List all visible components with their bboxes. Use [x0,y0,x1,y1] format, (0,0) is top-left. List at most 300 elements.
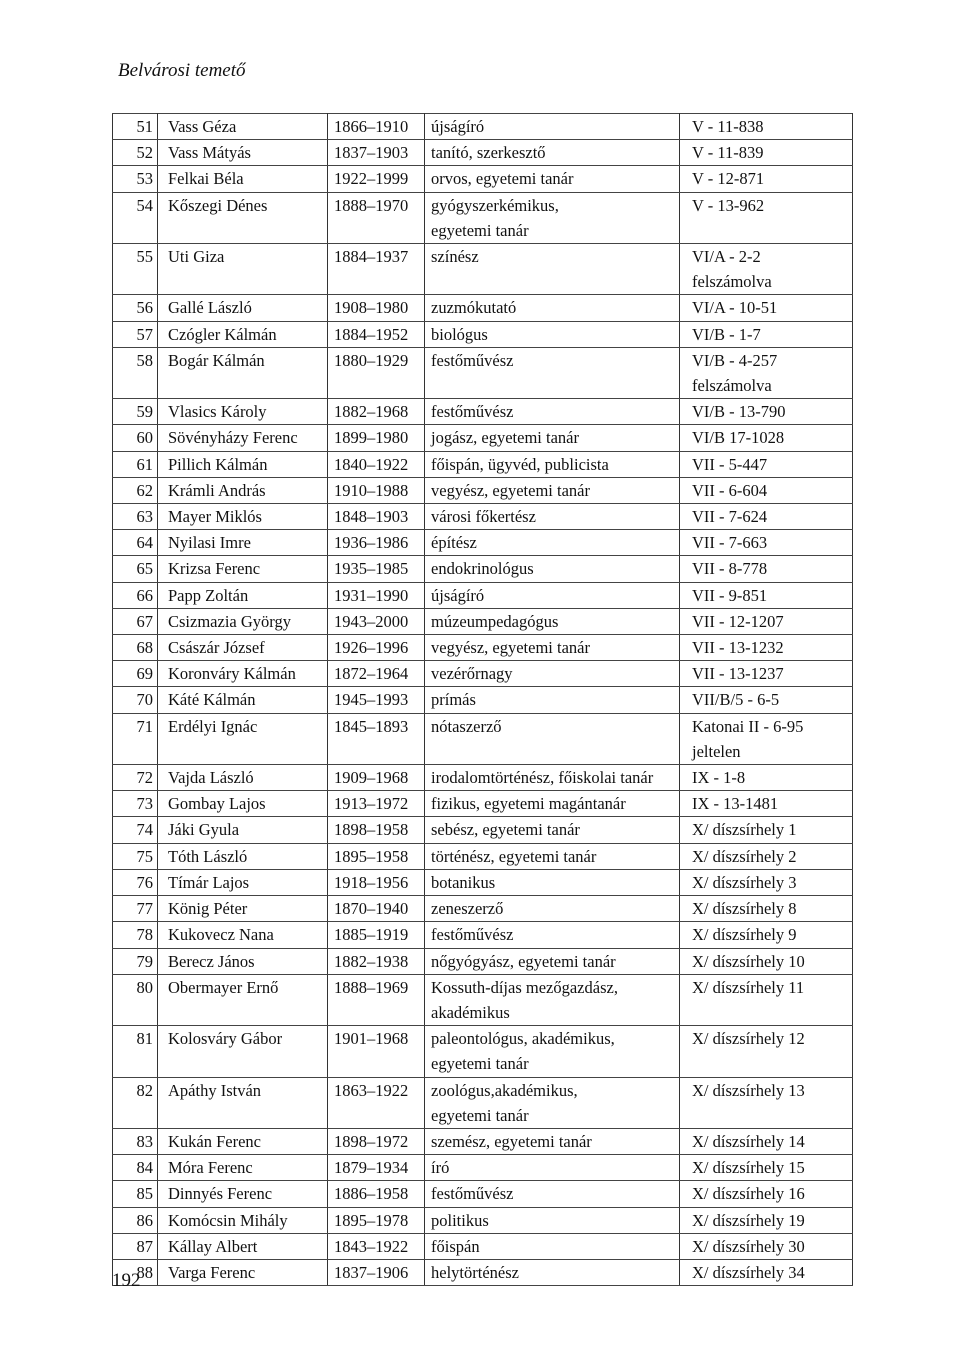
table-row [113,869,853,895]
grave-location [680,166,853,192]
person-name: Czógler Kálmán [158,321,328,347]
occupation [425,661,680,687]
occupation [425,321,680,347]
grave-location-line: X/ díszsírhely 3 [692,872,797,892]
grave-location-line: V - 12-871 [692,169,765,189]
person-name: Uti Giza [158,244,328,295]
row-number: 77 [113,896,158,922]
table-row [113,817,853,843]
occupation [425,1128,680,1154]
table-row [113,713,853,764]
grave-location [680,556,853,582]
life-years: 1908–1980 [328,295,425,321]
table-row [113,661,853,687]
occupation-line: építész [431,533,477,553]
grave-location-line: X/ díszsírhely 8 [692,899,797,919]
table-row [113,451,853,477]
occupation-line: tanító, szerkesztő [431,143,546,163]
person-name: Vlasics Károly [158,399,328,425]
table-row [113,1155,853,1181]
occupation-line: vegyész, egyetemi tanár [431,638,590,658]
grave-location [680,922,853,948]
occupation-line: zoológus,akadémikus, [431,1080,578,1100]
grave-location-line: X/ díszsírhely 15 [692,1158,805,1178]
occupation-line: orvos, egyetemi tanár [431,169,574,189]
life-years: 1898–1972 [328,1128,425,1154]
grave-location [680,791,853,817]
life-years: 1870–1940 [328,896,425,922]
grave-location-line: X/ díszsírhely 11 [692,977,805,997]
row-number: 88 [113,1259,158,1285]
person-name: Gallé László [158,295,328,321]
grave-location [680,451,853,477]
occupation [425,1259,680,1285]
grave-location-line: VI/B - 13-790 [692,402,786,422]
life-years: 1945–1993 [328,687,425,713]
occupation-line: irodalomtörténész, főiskolai tanár [431,768,654,788]
life-years: 1895–1978 [328,1207,425,1233]
grave-location [680,1128,853,1154]
burial-table-body [113,114,853,1286]
occupation [425,948,680,974]
table-row [113,974,853,1025]
occupation [425,114,680,140]
occupation-line: festőművész [431,402,514,422]
row-number: 66 [113,582,158,608]
table-row [113,295,853,321]
grave-location-line: VI/B 17-1028 [692,428,785,448]
occupation-line: egyetemi tanár [431,1105,529,1125]
grave-location [680,1181,853,1207]
person-name: Káté Kálmán [158,687,328,713]
row-number: 52 [113,140,158,166]
grave-location [680,504,853,530]
row-number: 85 [113,1181,158,1207]
life-years: 1848–1903 [328,504,425,530]
grave-location [680,244,853,295]
occupation-line: zeneszerző [431,899,504,919]
occupation [425,635,680,661]
table-row [113,192,853,243]
occupation [425,869,680,895]
person-name: Gombay Lajos [158,791,328,817]
person-name: Obermayer Ernő [158,974,328,1025]
row-number: 56 [113,295,158,321]
occupation [425,1233,680,1259]
burial-table [112,113,853,1286]
person-name: Vass Mátyás [158,140,328,166]
grave-location-line: X/ díszsírhely 1 [692,820,797,840]
table-row [113,1181,853,1207]
occupation [425,765,680,791]
person-name: Nyilasi Imre [158,530,328,556]
life-years: 1843–1922 [328,1233,425,1259]
person-name: Felkai Béla [158,166,328,192]
occupation [425,582,680,608]
life-years: 1866–1910 [328,114,425,140]
occupation-line: festőművész [431,1184,514,1204]
person-name: Komócsin Mihály [158,1207,328,1233]
grave-location [680,687,853,713]
occupation-line: egyetemi tanár [431,220,529,240]
table-row [113,347,853,398]
person-name: Krizsa Ferenc [158,556,328,582]
occupation [425,1026,680,1077]
life-years: 1926–1996 [328,635,425,661]
grave-location-line: VII - 6-604 [692,480,768,500]
grave-location-line: VI/A - 2-2 [692,247,761,267]
grave-location-line: X/ díszsírhely 10 [692,951,805,971]
occupation [425,1207,680,1233]
occupation [425,922,680,948]
occupation [425,817,680,843]
occupation [425,687,680,713]
occupation [425,192,680,243]
row-number: 70 [113,687,158,713]
occupation-line: vezérőrnagy [431,664,513,684]
grave-location [680,1207,853,1233]
grave-location-line: X/ díszsírhely 34 [692,1262,805,1282]
life-years: 1885–1919 [328,922,425,948]
row-number: 57 [113,321,158,347]
occupation-line: zuzmókutató [431,298,517,318]
person-name: Kukovecz Nana [158,922,328,948]
grave-location [680,1155,853,1181]
table-row [113,635,853,661]
life-years: 1899–1980 [328,425,425,451]
table-row [113,843,853,869]
table-row [113,582,853,608]
grave-location [680,321,853,347]
row-number: 83 [113,1128,158,1154]
person-name: Vass Géza [158,114,328,140]
table-row [113,1128,853,1154]
occupation-line: jogász, egyetemi tanár [431,428,579,448]
grave-location-line: Katonai II - 6-95 [692,716,804,736]
grave-location [680,817,853,843]
occupation-line: gyógyszerkémikus, [431,195,559,215]
row-number: 55 [113,244,158,295]
grave-location-line: VI/B - 1-7 [692,324,761,344]
grave-location-line: VII - 13-1232 [692,638,784,658]
occupation-line: történész, egyetemi tanár [431,846,597,866]
table-row [113,948,853,974]
grave-location [680,1026,853,1077]
life-years: 1888–1970 [328,192,425,243]
row-number: 68 [113,635,158,661]
grave-location-line: VII/B/5 - 6-5 [692,690,780,710]
grave-location [680,896,853,922]
row-number: 54 [113,192,158,243]
person-name: Tóth László [158,843,328,869]
row-number: 69 [113,661,158,687]
grave-location-line: VII - 9-851 [692,585,768,605]
table-row [113,399,853,425]
person-name: Bogár Kálmán [158,347,328,398]
grave-location-line: VII - 13-1237 [692,664,784,684]
grave-location-line: V - 11-839 [692,143,764,163]
life-years: 1913–1972 [328,791,425,817]
occupation-line: főispán [431,1236,480,1256]
person-name: Mayer Miklós [158,504,328,530]
life-years: 1872–1964 [328,661,425,687]
grave-location-line: felszámolva [692,376,772,396]
table-row [113,321,853,347]
occupation [425,843,680,869]
grave-location-line: IX - 1-8 [692,768,746,788]
person-name: Kállay Albert [158,1233,328,1259]
occupation-line: egyetemi tanár [431,1054,529,1074]
grave-location [680,1077,853,1128]
occupation-line: prímás [431,690,476,710]
table-row [113,1259,853,1285]
grave-location [680,295,853,321]
grave-location-line: X/ díszsírhely 19 [692,1210,805,1230]
person-name: Pillich Kálmán [158,451,328,477]
grave-location [680,114,853,140]
occupation-line: főispán, ügyvéd, publicista [431,454,609,474]
life-years: 1840–1922 [328,451,425,477]
row-number: 73 [113,791,158,817]
row-number: 67 [113,608,158,634]
occupation-line: endokrinológus [431,559,534,579]
table-row [113,1233,853,1259]
grave-location-line: X/ díszsírhely 9 [692,925,797,945]
row-number: 64 [113,530,158,556]
occupation [425,1155,680,1181]
page-number: 192 [112,1270,141,1291]
table-row [113,114,853,140]
occupation [425,295,680,321]
occupation-line: paleontológus, akadémikus, [431,1029,615,1049]
row-number: 79 [113,948,158,974]
occupation [425,244,680,295]
table-row [113,922,853,948]
life-years: 1879–1934 [328,1155,425,1181]
occupation-line: biológus [431,324,488,344]
grave-location [680,425,853,451]
occupation-line: nőgyógyász, egyetemi tanár [431,951,616,971]
life-years: 1888–1969 [328,974,425,1025]
grave-location-line: jeltelen [692,741,741,761]
occupation [425,556,680,582]
table-row [113,896,853,922]
person-name: König Péter [158,896,328,922]
row-number: 86 [113,1207,158,1233]
grave-location [680,974,853,1025]
row-number: 87 [113,1233,158,1259]
person-name: Tímár Lajos [158,869,328,895]
grave-location-line: X/ díszsírhely 30 [692,1236,805,1256]
life-years: 1880–1929 [328,347,425,398]
person-name: Papp Zoltán [158,582,328,608]
occupation-line: újságíró [431,117,485,136]
grave-location [680,608,853,634]
row-number: 62 [113,477,158,503]
grave-location-line: V - 13-962 [692,195,765,215]
grave-location [680,869,853,895]
row-number: 84 [113,1155,158,1181]
life-years: 1943–2000 [328,608,425,634]
life-years: 1882–1938 [328,948,425,974]
occupation [425,451,680,477]
occupation [425,166,680,192]
table-row [113,140,853,166]
life-years: 1909–1968 [328,765,425,791]
person-name: Kukán Ferenc [158,1128,328,1154]
table-row [113,244,853,295]
grave-location-line: VII - 12-1207 [692,611,784,631]
life-years: 1935–1985 [328,556,425,582]
grave-location-line: VII - 5-447 [692,454,768,474]
occupation [425,477,680,503]
occupation [425,713,680,764]
row-number: 60 [113,425,158,451]
grave-location-line: X/ díszsírhely 2 [692,846,797,866]
grave-location [680,140,853,166]
occupation-line: fizikus, egyetemi magántanár [431,794,626,814]
grave-location [680,765,853,791]
row-number: 71 [113,713,158,764]
grave-location [680,948,853,974]
grave-location-line: X/ díszsírhely 16 [692,1184,805,1204]
grave-location-line: IX - 13-1481 [692,794,779,814]
grave-location [680,1233,853,1259]
grave-location-line: VI/B - 4-257 [692,350,778,370]
grave-location [680,1259,853,1285]
table-row [113,765,853,791]
table-row [113,556,853,582]
row-number: 59 [113,399,158,425]
grave-location [680,635,853,661]
occupation [425,974,680,1025]
life-years: 1886–1958 [328,1181,425,1207]
occupation-line: városi főkertész [431,507,536,527]
occupation-line: író [431,1158,450,1178]
table-row [113,477,853,503]
life-years: 1882–1968 [328,399,425,425]
occupation [425,425,680,451]
life-years: 1845–1893 [328,713,425,764]
occupation [425,347,680,398]
table-row [113,1026,853,1077]
grave-location [680,399,853,425]
person-name: Jáki Gyula [158,817,328,843]
life-years: 1837–1906 [328,1259,425,1285]
life-years: 1884–1952 [328,321,425,347]
person-name: Vajda László [158,765,328,791]
life-years: 1918–1956 [328,869,425,895]
table-row [113,608,853,634]
life-years: 1895–1958 [328,843,425,869]
grave-location-line: VI/A - 10-51 [692,298,778,318]
grave-location-line: VII - 7-624 [692,507,768,527]
row-number: 81 [113,1026,158,1077]
person-name: Dinnyés Ferenc [158,1181,328,1207]
grave-location [680,713,853,764]
row-number: 61 [113,451,158,477]
occupation-line: festőművész [431,925,514,945]
grave-location-line: felszámolva [692,272,772,292]
occupation-line: újságíró [431,585,485,605]
table-row [113,791,853,817]
row-number: 63 [113,504,158,530]
life-years: 1837–1903 [328,140,425,166]
occupation-line: botanikus [431,872,496,892]
grave-location-line: X/ díszsírhely 14 [692,1131,805,1151]
table-row [113,166,853,192]
life-years: 1863–1922 [328,1077,425,1128]
row-number: 65 [113,556,158,582]
table-row [113,1077,853,1128]
row-number: 80 [113,974,158,1025]
person-name: Kőszegi Dénes [158,192,328,243]
occupation-line: szemész, egyetemi tanár [431,1131,592,1151]
row-number: 58 [113,347,158,398]
row-number: 82 [113,1077,158,1128]
person-name: Móra Ferenc [158,1155,328,1181]
person-name: Berecz János [158,948,328,974]
occupation [425,1181,680,1207]
grave-location [680,347,853,398]
person-name: Sövényházy Ferenc [158,425,328,451]
person-name: Erdélyi Ignác [158,713,328,764]
occupation [425,791,680,817]
person-name: Koronváry Kálmán [158,661,328,687]
page-header-title: Belvárosi temető [118,60,246,81]
occupation-line: Kossuth-díjas mezőgazdász, [431,977,618,997]
occupation-line: politikus [431,1210,489,1230]
person-name: Varga Ferenc [158,1259,328,1285]
occupation [425,530,680,556]
occupation [425,896,680,922]
row-number: 51 [113,114,158,140]
table-row [113,425,853,451]
person-name: Kolosváry Gábor [158,1026,328,1077]
grave-location-line: VII - 8-778 [692,559,768,579]
occupation-line: múzeumpedagógus [431,611,559,631]
row-number: 76 [113,869,158,895]
person-name: Csizmazia György [158,608,328,634]
life-years: 1931–1990 [328,582,425,608]
grave-location [680,530,853,556]
occupation [425,608,680,634]
grave-location-line: X/ díszsírhely 13 [692,1080,805,1100]
row-number: 72 [113,765,158,791]
occupation-line: festőművész [431,350,514,370]
row-number: 78 [113,922,158,948]
row-number: 74 [113,817,158,843]
occupation-line: akadémikus [431,1002,510,1022]
occupation-line: helytörténész [431,1262,519,1282]
grave-location [680,477,853,503]
occupation-line: vegyész, egyetemi tanár [431,480,590,500]
life-years: 1922–1999 [328,166,425,192]
row-number: 53 [113,166,158,192]
row-number: 75 [113,843,158,869]
grave-location [680,843,853,869]
table-row [113,1207,853,1233]
occupation [425,399,680,425]
occupation [425,140,680,166]
grave-location [680,661,853,687]
occupation-line: sebész, egyetemi tanár [431,820,580,840]
life-years: 1901–1968 [328,1026,425,1077]
life-years: 1898–1958 [328,817,425,843]
life-years: 1884–1937 [328,244,425,295]
life-years: 1910–1988 [328,477,425,503]
grave-location [680,192,853,243]
